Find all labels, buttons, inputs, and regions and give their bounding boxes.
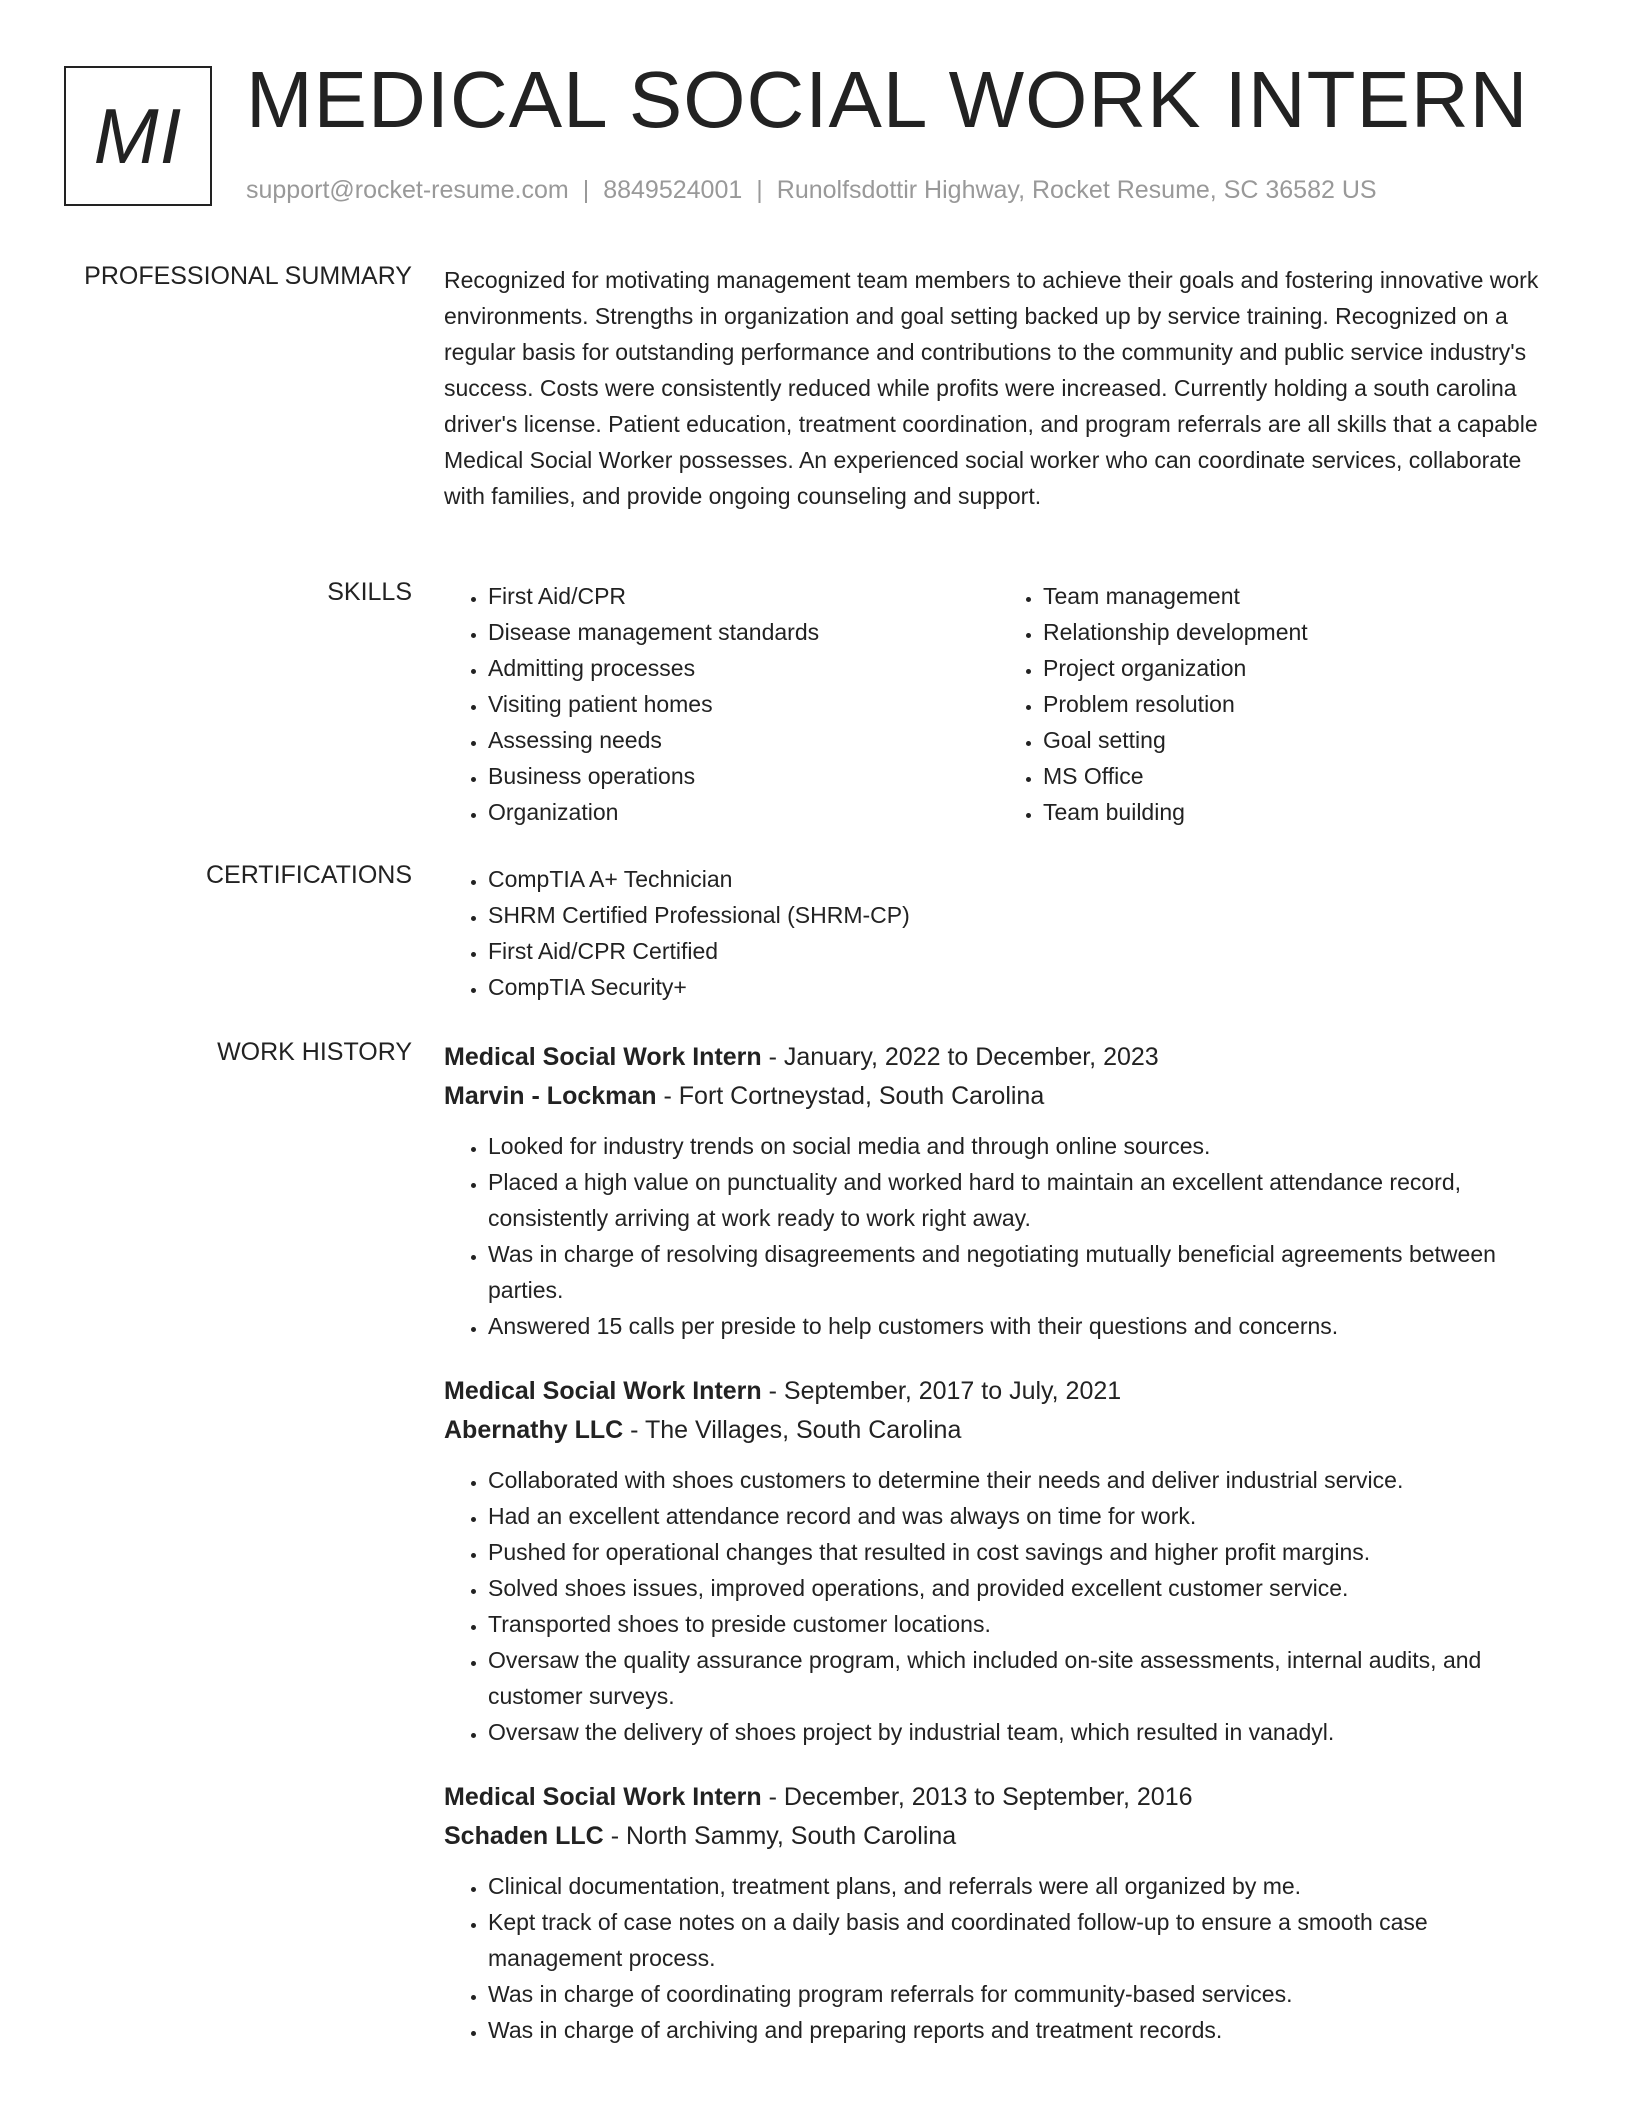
resume-title: MEDICAL SOCIAL WORK INTERN xyxy=(246,55,1529,144)
summary-text: Recognized for motivating management team members to achieve their goals and fostering innovative work environments. Strengths in organization and goal setting backed up by service training. Recognized on a regular basis for outstanding performance and contributions to the community and public service industry's success. Costs were consistently reduced while profits were increased. Currently holding a south carolina driver's license. Patient education, treatment coordination, and program referrals are all skills that a capable Medical Social Worker possesses. An experienced social worker who can coordinate services, collaborate with families, and provide ongoing counseling and support. xyxy=(444,267,1539,509)
job-title: Medical Social Work Intern xyxy=(444,1043,762,1071)
job-entry xyxy=(444,1038,1554,1344)
job-company-line xyxy=(444,1077,1554,1116)
job-title: Medical Social Work Intern xyxy=(444,1377,762,1405)
job-duty-item: • Oversaw the delivery of shoes project by industrial team, which resulted in vanadyl. xyxy=(488,1714,1554,1750)
job-company: Abernathy LLC xyxy=(444,1416,624,1444)
job-dates: - January, 2022 to December, 2023 xyxy=(761,1043,1159,1071)
job-location: - North Sammy, South Carolina xyxy=(603,1822,957,1850)
skill-item: • Problem resolution xyxy=(1043,686,1554,722)
skill-item: • Organization xyxy=(488,794,999,830)
summary-heading: PROFESSIONAL SUMMARY xyxy=(84,262,412,290)
job-duty-item: • Was in charge of resolving disagreements and negotiating mutually beneficial agreements between parties. xyxy=(488,1236,1554,1308)
skills-list-left xyxy=(444,578,999,830)
contact-separator: | xyxy=(756,176,763,204)
skill-item: • Goal setting xyxy=(1043,722,1554,758)
work-history-heading: WORK HISTORY xyxy=(217,1038,412,1066)
skills-heading: SKILLS xyxy=(327,578,412,606)
job-title-line xyxy=(444,1778,1554,1817)
certifications-list xyxy=(444,861,1554,1005)
job-duty-item: • Was in charge of archiving and preparing reports and treatment records. xyxy=(488,2012,1554,2048)
job-duty-item: • Pushed for operational changes that resulted in cost savings and higher profit margins. xyxy=(488,1534,1554,1570)
skill-item: • First Aid/CPR xyxy=(488,578,999,614)
certifications-heading: CERTIFICATIONS xyxy=(205,861,412,889)
job-company: Marvin - Lockman xyxy=(444,1082,657,1110)
job-title-line xyxy=(444,1038,1554,1077)
skill-item: • Visiting patient homes xyxy=(488,686,999,722)
job-title-line xyxy=(444,1372,1554,1411)
job-company-line xyxy=(444,1817,1554,1856)
job-duties-list xyxy=(444,1868,1554,2048)
skill-item: • Project organization xyxy=(1043,650,1554,686)
job-duty-item: • Looked for industry trends on social media and through online sources. xyxy=(488,1128,1554,1164)
certification-item: • First Aid/CPR Certified xyxy=(488,933,1554,969)
job-dates: - September, 2017 to July, 2021 xyxy=(761,1377,1122,1405)
job-duty-item: • Solved shoes issues, improved operations, and provided excellent customer service. xyxy=(488,1570,1554,1606)
skill-item: • Admitting processes xyxy=(488,650,999,686)
job-duty-item: • Oversaw the quality assurance program, which included on-site assessments, internal audits, and customer surveys. xyxy=(488,1642,1554,1714)
job-location: - The Villages, South Carolina xyxy=(623,1416,962,1444)
contact-email[interactable]: support@rocket-resume.com xyxy=(246,176,569,204)
certification-item: • CompTIA Security+ xyxy=(488,969,1554,1005)
contact-phone[interactable]: 8849524001 xyxy=(603,176,743,204)
skill-item: • Team management xyxy=(1043,578,1554,614)
skill-item: • MS Office xyxy=(1043,758,1554,794)
job-entry xyxy=(444,1778,1554,2048)
skill-item: • Assessing needs xyxy=(488,722,999,758)
skill-item: • Relationship development xyxy=(1043,614,1554,650)
job-duty-item: • Was in charge of coordinating program referrals for community-based services. xyxy=(488,1976,1554,2012)
job-duties-list xyxy=(444,1128,1554,1344)
work-history-entries xyxy=(444,1038,1554,2076)
job-duty-item: • Placed a high value on punctuality and worked hard to maintain an excellent attendance record, consistently arriving at work ready to work right away. xyxy=(488,1164,1554,1236)
job-duty-item: • Kept track of case notes on a daily basis and coordinated follow-up to ensure a smooth case management process. xyxy=(488,1904,1554,1976)
skills-list-right xyxy=(999,578,1554,830)
job-duty-item: • Had an excellent attendance record and was always on time for work. xyxy=(488,1498,1554,1534)
job-location: - Fort Cortneystad, South Carolina xyxy=(656,1082,1045,1110)
job-duty-item: • Answered 15 calls per preside to help customers with their questions and concerns. xyxy=(488,1308,1554,1344)
monogram-box xyxy=(64,66,212,206)
job-company-line xyxy=(444,1411,1554,1450)
job-duty-item: • Clinical documentation, treatment plans, and referrals were all organized by me. xyxy=(488,1868,1554,1904)
job-company: Schaden LLC xyxy=(444,1822,604,1850)
monogram-initials: MI xyxy=(93,91,183,180)
job-duty-item: • Collaborated with shoes customers to determine their needs and deliver industrial service. xyxy=(488,1462,1554,1498)
contact-separator: | xyxy=(582,176,590,204)
skill-item: • Disease management standards xyxy=(488,614,999,650)
skill-item: • Business operations xyxy=(488,758,999,794)
contact-address: Runolfsdottir Highway, Rocket Resume, SC 36582 US xyxy=(776,176,1377,204)
job-entry xyxy=(444,1372,1554,1750)
job-duty-item: • Transported shoes to preside customer locations. xyxy=(488,1606,1554,1642)
certification-item: • SHRM Certified Professional (SHRM-CP) xyxy=(488,897,1554,933)
job-duties-list xyxy=(444,1462,1554,1750)
contact-line xyxy=(246,176,1377,205)
job-title: Medical Social Work Intern xyxy=(444,1783,762,1811)
certification-item: • CompTIA A+ Technician xyxy=(488,861,1554,897)
job-dates: - December, 2013 to September, 2016 xyxy=(761,1783,1193,1811)
skill-item: • Team building xyxy=(1043,794,1554,830)
skills-columns xyxy=(444,578,1554,830)
